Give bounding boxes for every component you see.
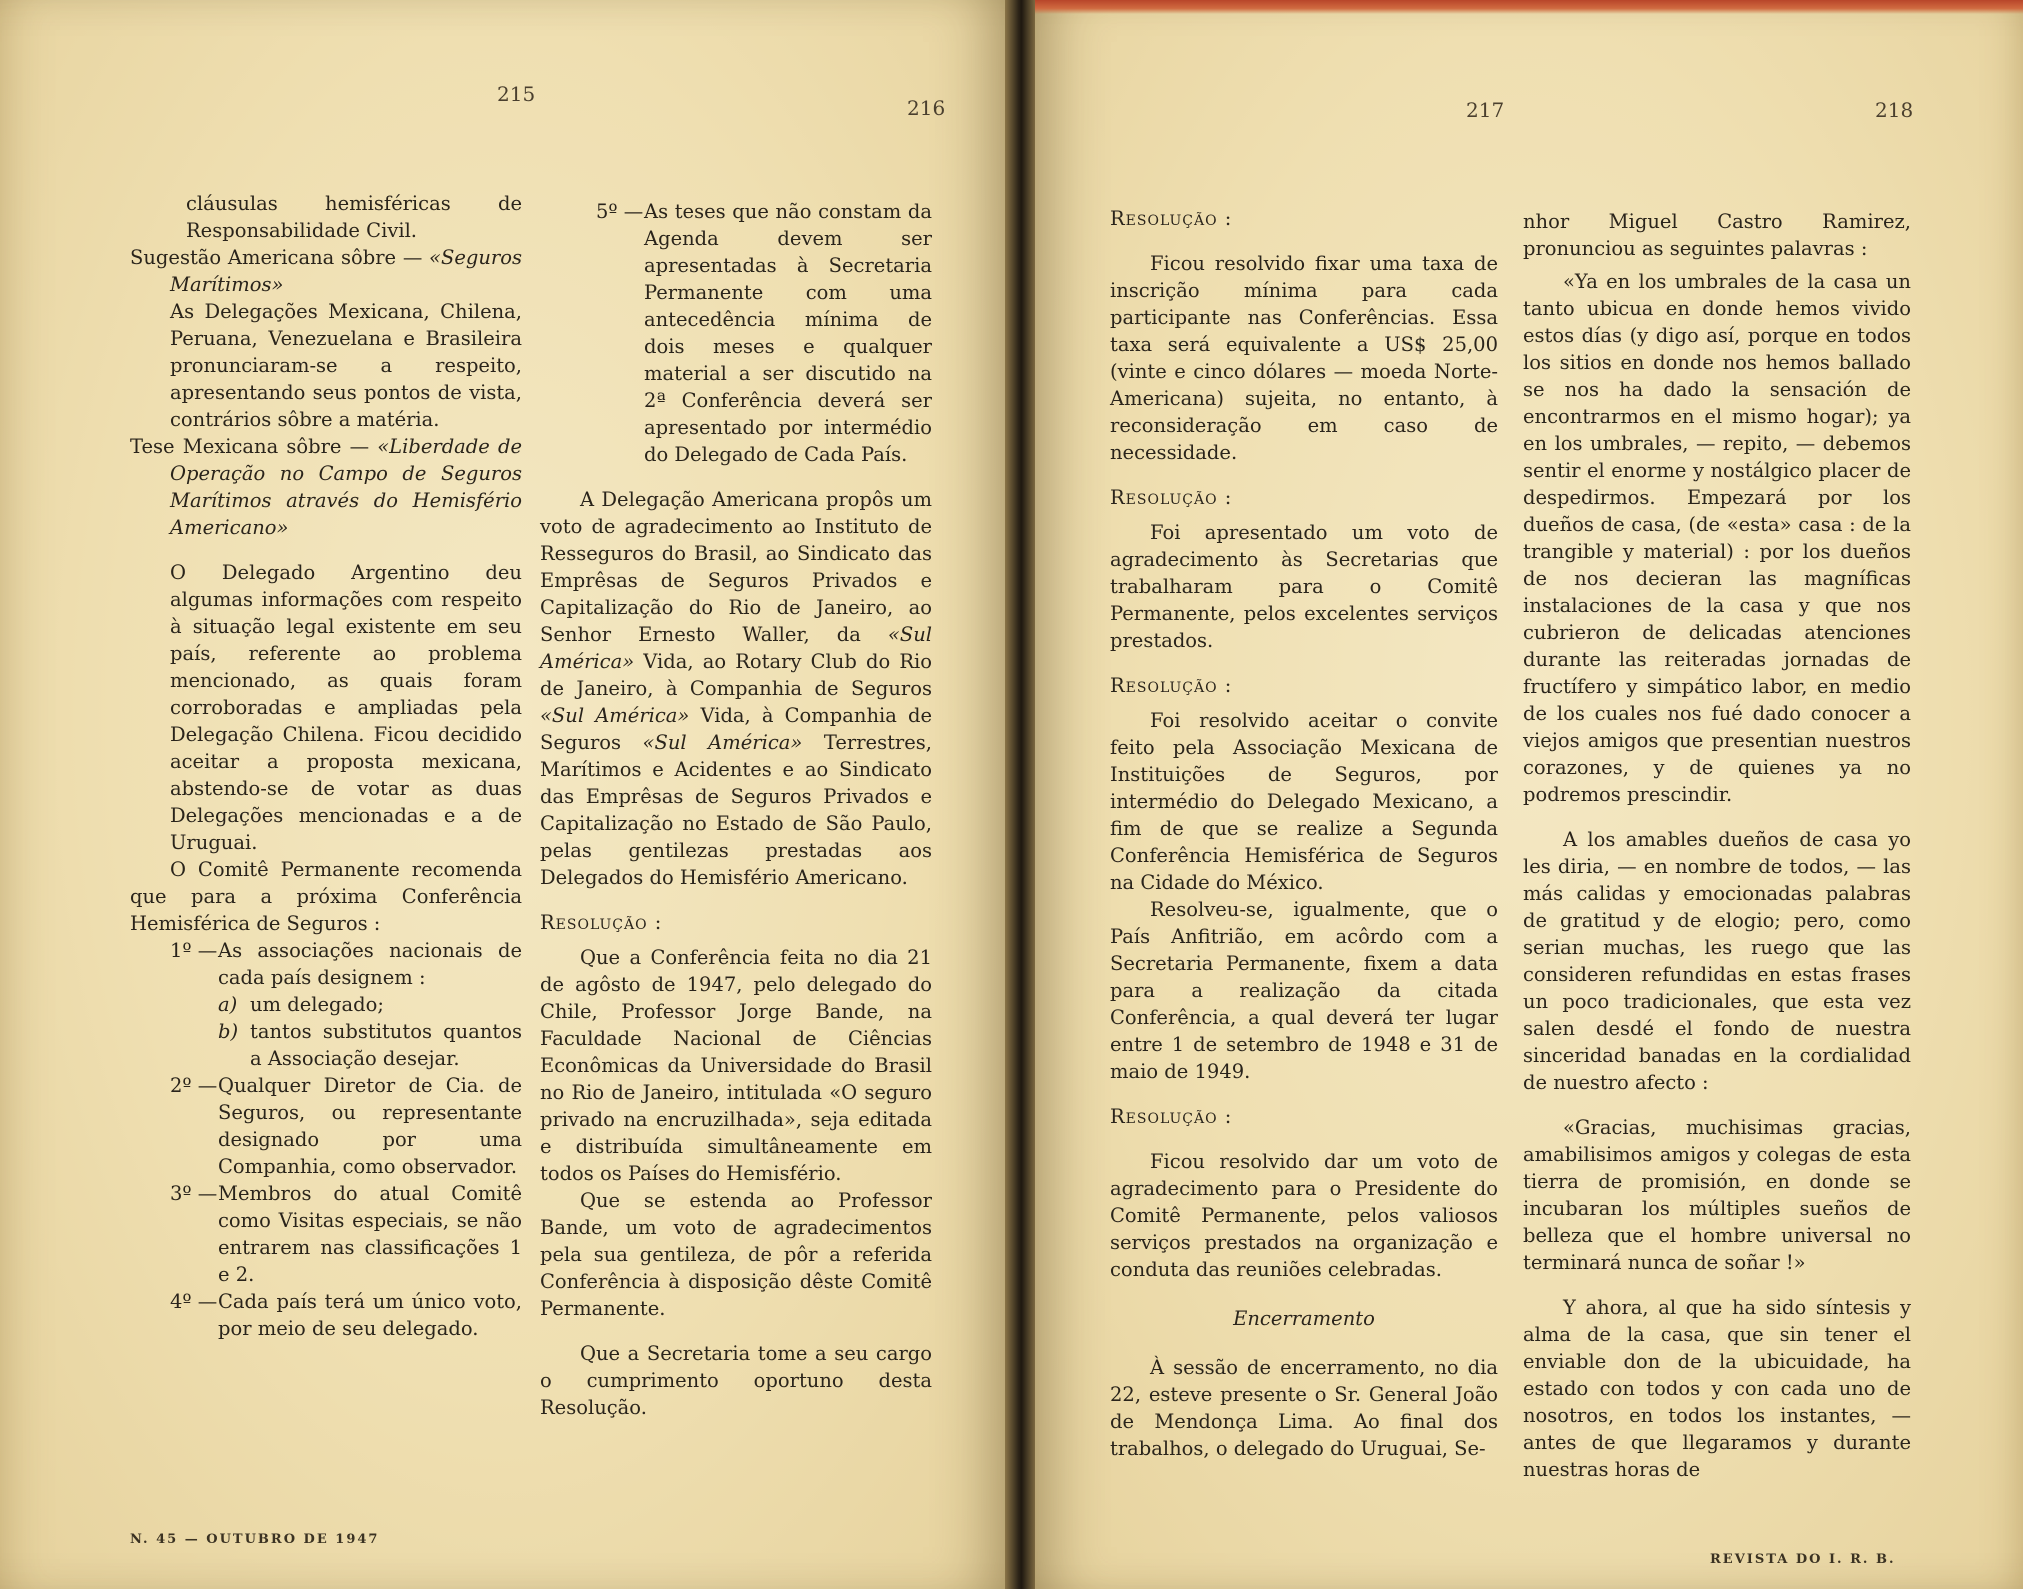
column-page-216: [540, 198, 932, 1421]
company-name: «Sul América»: [642, 731, 803, 754]
resolucao-label: Resolução :: [1110, 207, 1233, 230]
page-top-edge: [1035, 0, 2023, 14]
resolucao-label: Resolução :: [1110, 1105, 1233, 1128]
paragraph-umbrales: «Ya en los umbrales de la casa un tanto ubicua en donde hemos vivido estos días (y digo así, porque en todos los sitios en donde nos hemos ballado se nos ha dado la sensación de encontrarmos en el mismo hogar); ya en los umbrales, — repito, — debemos sentir el enorme y nostálgico placer de despedirmos. Empezará por los dueños de casa, (de «esta» casa : de la trangible y material) : por los dueños de nos decieran las magníficas instalaciones de la casa y que nos cubrieron de delicadas atenciones durante las reiteradas jornadas de fructífero y simpático labor, en medio de los cuales nos fué dado conocer a viejos amigos que presentian nuestros corazones, y de quienes ya no podremos prescindir.: [1523, 270, 1911, 806]
list-item-1b: [130, 1018, 522, 1072]
tese-prefix: Tese Mexicana sôbre —: [130, 435, 378, 458]
paragraph-delegacao-americana: [540, 486, 932, 891]
paragraph-taxa: Ficou resolvido fixar uma taxa de inscrição mínima para cada participante nas Conferências. Essa taxa será equivalente a US$ 25,00 (vinte e cinco dólares — moeda Norte-Americana) sujeita, no entanto, à reconsideração em caso de necessidade.: [1110, 252, 1498, 464]
page-number-218: 218: [1875, 98, 1914, 122]
page-number-217: 217: [1466, 98, 1505, 122]
list-item-5: [540, 198, 932, 468]
list-text: um delegado;: [250, 993, 384, 1016]
paragraph-gracias: «Gracias, muchisimas gracias, amabilisimos amigos y colegas de esta tierra de promisión, en donde se incubaran los múltiples sueños de belleza que el hombre universal no terminará nunca de soñar !»: [1523, 1116, 1911, 1274]
text-run: Vida, à Companhia de Seguros: [540, 704, 932, 754]
footer-journal: REVISTA DO I. R. B.: [1710, 1552, 1896, 1567]
column-page-217: [1110, 205, 1498, 1462]
list-text: Cada país terá um único voto, por meio de seu delegado.: [218, 1290, 522, 1340]
list-marker: 1º —: [170, 939, 218, 962]
paragraph-pais-anfitriao: Resolveu-se, igualmente, que o País Anfitrião, em acôrdo com a Secretaria Permanente, fixem a data para a realização da citada Conferência, a qual deverá ter lugar entre 1 de setembro de 1948 e 31 de maio de 1949.: [1110, 898, 1498, 1083]
text-run: A Delegação Americana propôs um voto de agradecimento ao Instituto de Resseguros do Brasil, ao Sindicato das Emprêsas de Seguros Privados e Capitalização do Rio de Janeiro, ao Senhor Ernesto Waller, da: [540, 488, 932, 646]
list-item-1: [130, 937, 522, 991]
company-name: «Sul América»: [540, 623, 932, 673]
company-name: «Sul América»: [540, 704, 690, 727]
list-marker: 5º —: [596, 200, 644, 223]
column-page-218: [1523, 208, 1911, 1483]
list-item-3: [130, 1180, 522, 1288]
list-text: Membros do atual Comitê como Visitas especiais, se não entrarem nas classificações 1 e 2.: [218, 1182, 522, 1286]
sugestao-prefix: Sugestão Americana sôbre —: [130, 246, 430, 269]
paragraph-professor-bande: Que se estenda ao Professor Bande, um voto de agradecimentos pela sua gentileza, de pôr a referida Conferência à disposição dêste Comitê Permanente.: [540, 1189, 932, 1320]
paragraph-y-ahora: Y ahora, al que ha sido síntesis y alma de la casa, que sin tener el enviable don de la ubicuidade, ha estado con todos y con cada uno de nosotros, en todos los instantes, — antes de que llegaramos y durante nuestras horas de: [1523, 1296, 1911, 1481]
paragraph-miguel-castro: nhor Miguel Castro Ramirez, pronunciou as seguintes palavras :: [1523, 210, 1911, 260]
page-number-216: 216: [907, 96, 946, 120]
column-page-215: [130, 190, 522, 1342]
paragraph-presidente: Ficou resolvido dar um voto de agradecimento para o Presidente do Comitê Permanente, pelos valiosos serviços prestados na organização e conduta das reuniões celebradas.: [1110, 1150, 1498, 1281]
heading-sugestao: [130, 244, 522, 298]
list-text: As associações nacionais de cada país designem :: [218, 939, 522, 989]
paragraph-comite: O Comitê Permanente recomenda que para a próxima Conferência Hemisférica de Seguros :: [130, 858, 522, 935]
paragraph-conferencia: Que a Conferência feita no dia 21 de agôsto de 1947, pelo delegado do Chile, Professor Jorge Bande, na Faculdade Nacional de Ciências Econômicas da Universidade do Brasil no Rio de Janeiro, intitulada «O seguro privado na encruzilhada», seja editada e distribuída simultâneamente em todos os Países do Hemisfério.: [540, 946, 932, 1185]
text-run: Terrestres, Marítimos e Acidentes e ao Sindicato das Emprêsas de Seguros Privados e Capitalização no Estado de São Paulo, pelas gentilezas prestadas aos Delegados do Hemisfério Americano.: [540, 731, 932, 889]
list-marker: b): [218, 1020, 239, 1043]
paragraph-secretarias: Foi apresentado um voto de agradecimento às Secretarias que trabalharam para o Comitê Permanente, pelos excelentes serviços prestados.: [1110, 521, 1498, 652]
paragraph-delegacoes: As Delegações Mexicana, Chilena, Peruana, Venezuelana e Brasileira pronunciaram-se a respeito, apresentando seus pontos de vista, contrários sôbre a matéria.: [170, 300, 522, 431]
resolucao-label: Resolução :: [1110, 486, 1233, 509]
heading-tese: [130, 433, 522, 541]
paragraph-delegado-argentino: O Delegado Argentino deu algumas informações com respeito à situação legal existente em seu país, referente ao problema mencionado, as quais foram corroboradas e ampliadas pela Delegação Chilena. Ficou decidido aceitar a proposta mexicana, abstendo-se de votar as duas Delegações mencionadas e a de Uruguai.: [170, 561, 522, 854]
tese-title: «Liberdade de Operação no Campo de Seguros Marítimos através do Hemisfério Americano»: [170, 435, 522, 539]
paragraph-sessao-encerramento: À sessão de encerramento, no dia 22, esteve presente o Sr. General João de Mendonça Lima. Ao final dos trabalhos, o delegado do Uruguai, Se-: [1110, 1356, 1498, 1460]
resolucao-label: Resolução :: [1110, 674, 1233, 697]
book-gutter: [1005, 0, 1035, 1589]
list-text: tantos substitutos quantos a Associação desejar.: [250, 1020, 522, 1070]
paragraph-duenos: A los amables dueños de casa yo les diria, — en nombre de todos, — las más calidas y emocionadas palabras de gratitud y de elogio; pero, como serian muchas, les ruego que las consideren refundidas en estas frases un poco tradicionales, que esta vez salen desdé el fondo de nuestra sinceridad banadas en la cordialidad de nuestro afecto :: [1523, 828, 1911, 1094]
list-marker: 2º —: [170, 1074, 218, 1097]
sugestao-title: «Seguros Marítimos»: [170, 246, 522, 296]
text-run: Vida, ao Rotary Club do Rio de Janeiro, à Companhia de Seguros: [540, 650, 932, 700]
paragraph-clausulas: cláusulas hemisféricas de Responsabilidade Civil.: [186, 192, 522, 242]
footer-issue: N. 45 — OUTUBRO DE 1947: [130, 1532, 380, 1547]
list-item-4: [130, 1288, 522, 1342]
list-marker: 4º —: [170, 1290, 218, 1313]
list-item-1a: [130, 991, 522, 1018]
list-item-2: [130, 1072, 522, 1180]
list-marker: a): [218, 993, 238, 1016]
page-number-215: 215: [497, 82, 536, 106]
paragraph-convite: Foi resolvido aceitar o convite feito pela Associação Mexicana de Instituições de Seguros, por intermédio do Delegado Mexicano, a fim de que se realize a Segunda Conferência Hemisférica de Seguros na Cidade do México.: [1110, 709, 1498, 894]
resolucao-label: Resolução :: [540, 911, 663, 934]
heading-encerramento: Encerramento: [1233, 1307, 1375, 1330]
list-marker: 3º —: [170, 1182, 218, 1205]
paragraph-secretaria: Que a Secretaria tome a seu cargo o cumprimento oportuno desta Resolução.: [540, 1342, 932, 1419]
list-text: Qualquer Diretor de Cia. de Seguros, ou representante designado por uma Companhia, como observador.: [218, 1074, 522, 1178]
list-text: As teses que não constam da Agenda devem ser apresentadas à Secretaria Permanente com uma antecedência mínima de dois meses e qualquer material a ser discutido na 2ª Conferência deverá ser apresentado por intermédio do Delegado de Cada País.: [644, 200, 932, 466]
